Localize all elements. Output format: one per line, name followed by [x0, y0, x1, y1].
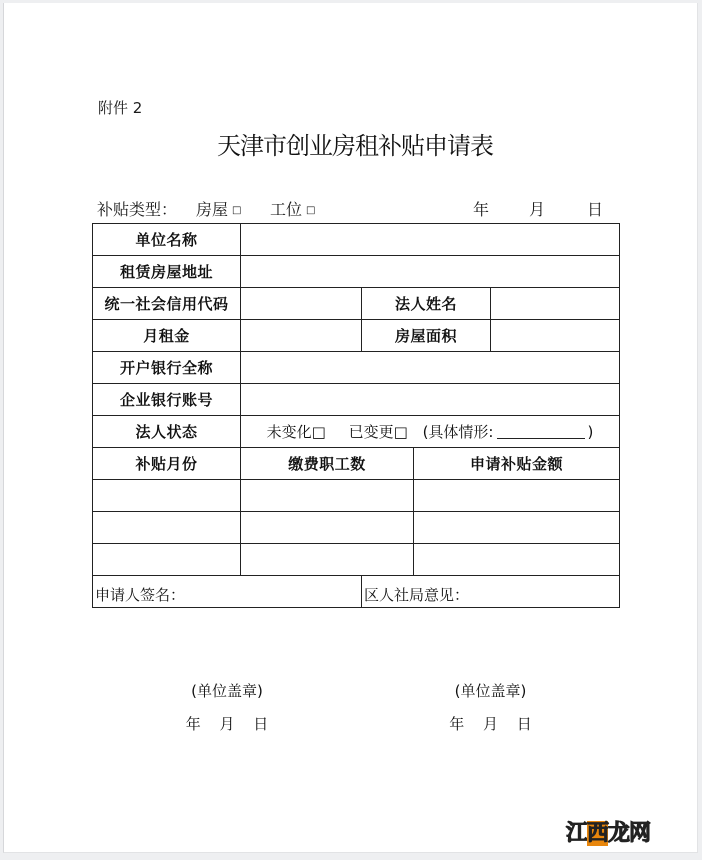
row-signatures	[93, 576, 620, 608]
status-detail-blank[interactable]	[497, 426, 585, 439]
month-cell[interactable]	[93, 512, 241, 544]
bank-account-label: 企业银行账号	[93, 384, 241, 416]
application-form-table	[92, 223, 620, 733]
subsidy-type-line	[97, 197, 617, 219]
bureau-seal-label: (单位盖章)	[454, 682, 527, 700]
page-title: 天津市创业房租补贴申请表	[217, 132, 493, 160]
legal-status-options	[241, 416, 620, 448]
legal-person-label: 法人姓名	[362, 288, 491, 320]
address-label: 租赁房屋地址	[93, 256, 241, 288]
row-bank-name	[93, 352, 620, 384]
col-header-amount: 申请补贴金额	[414, 448, 620, 480]
bank-name-field[interactable]	[241, 352, 620, 384]
option-workstation-label: 工位	[270, 200, 303, 219]
col-header-month: 补贴月份	[93, 448, 241, 480]
employees-cell[interactable]	[241, 512, 414, 544]
unit-name-field[interactable]	[241, 224, 620, 256]
bureau-opinion-label: 区人社局意见：	[364, 586, 470, 604]
applicant-seal-label: (单位盖章)	[191, 682, 263, 700]
date-month: 月	[529, 200, 546, 219]
monthly-rent-field[interactable]	[241, 320, 362, 352]
amount-cell[interactable]	[414, 544, 620, 576]
table-row	[93, 480, 620, 512]
legal-person-field[interactable]	[491, 288, 620, 320]
row-credit-code	[93, 288, 620, 320]
legal-status-label: 法人状态	[93, 416, 241, 448]
date-day: 日	[587, 200, 604, 219]
applicant-signature-box[interactable]	[93, 576, 362, 733]
row-unit-name	[93, 224, 620, 256]
checkbox-house[interactable]: □	[232, 205, 242, 216]
applicant-signature-label: 申请人签名：	[95, 586, 186, 604]
bureau-opinion-box[interactable]	[362, 576, 620, 733]
unit-name-label: 单位名称	[93, 224, 241, 256]
document-page	[3, 3, 698, 853]
table-row	[93, 544, 620, 576]
watermark-part-3: 龙网	[608, 821, 651, 846]
date-year: 年	[473, 200, 490, 219]
row-address	[93, 256, 620, 288]
address-field[interactable]	[241, 256, 620, 288]
credit-code-field[interactable]	[241, 288, 362, 320]
row-legal-status	[93, 416, 620, 448]
bank-name-label: 开户银行全称	[93, 352, 241, 384]
month-cell[interactable]	[93, 480, 241, 512]
table-row	[93, 512, 620, 544]
status-detail-close: )	[587, 423, 594, 441]
area-field[interactable]	[491, 320, 620, 352]
row-rent	[93, 320, 620, 352]
option-house-label: 房屋	[196, 200, 229, 219]
watermark-part-1: 江	[566, 821, 588, 846]
status-unchanged-checkbox[interactable]: 未变化□	[266, 423, 326, 441]
col-header-employees: 缴费职工数	[241, 448, 414, 480]
employees-cell[interactable]	[241, 480, 414, 512]
bank-account-field[interactable]	[241, 384, 620, 416]
status-detail-open: (具体情形:	[422, 423, 494, 441]
amount-cell[interactable]	[414, 512, 620, 544]
option-house[interactable]	[196, 197, 241, 220]
attachment-label: 附件 2	[98, 99, 143, 117]
bureau-date: 年 月 日	[449, 715, 532, 733]
area-label: 房屋面积	[362, 320, 491, 352]
option-workstation[interactable]	[270, 197, 315, 220]
watermark-logo	[566, 816, 650, 847]
watermark-part-2: 西	[587, 821, 609, 846]
row-month-header	[93, 448, 620, 480]
credit-code-label: 统一社会信用代码	[93, 288, 241, 320]
subsidy-type-label: 补贴类型：	[97, 200, 178, 219]
employees-cell[interactable]	[241, 544, 414, 576]
amount-cell[interactable]	[414, 480, 620, 512]
applicant-date: 年 月 日	[185, 715, 269, 733]
monthly-rent-label: 月租金	[93, 320, 241, 352]
checkbox-workstation[interactable]: □	[306, 205, 316, 216]
row-bank-account	[93, 384, 620, 416]
status-changed-checkbox[interactable]: 已变更□	[348, 423, 408, 441]
month-cell[interactable]	[93, 544, 241, 576]
